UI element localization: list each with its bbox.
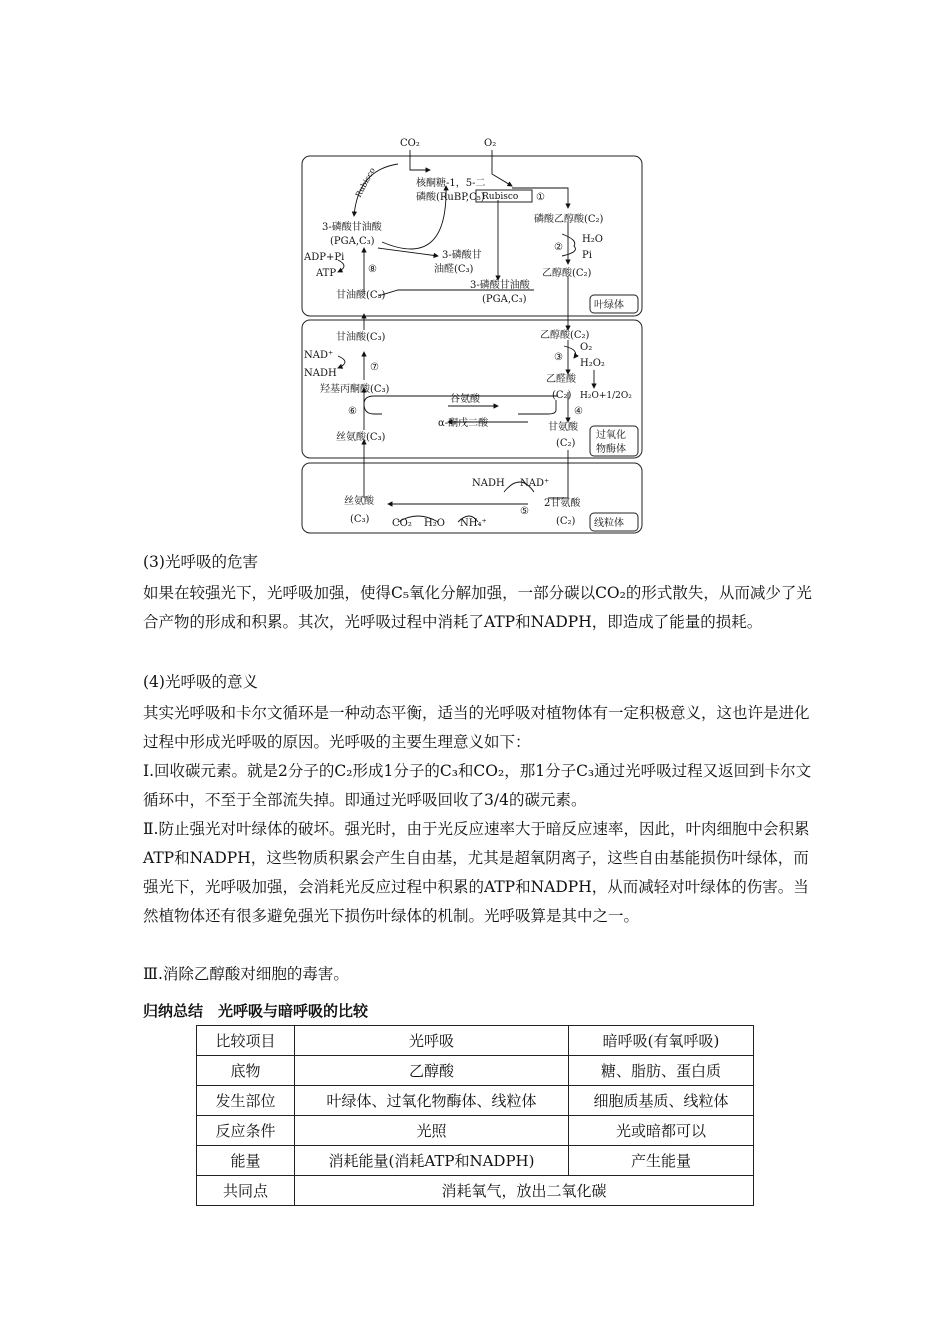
step-4-marker: ④: [574, 406, 583, 417]
glycolate-chloroplast-label: 乙醇酸(C₂): [542, 268, 592, 279]
atp-label: ATP: [316, 268, 337, 279]
chloroplast-label: 叶绿体: [594, 300, 624, 311]
g3p-label-2: 油醛(C₃): [434, 264, 474, 275]
table-cell: 反应条件: [197, 1116, 295, 1146]
nad-plus-label: NAD⁺: [304, 350, 334, 361]
section-4-point-3: Ⅲ.消除乙醇酸对细胞的毒害。: [143, 965, 349, 983]
o2-input-label: O₂: [484, 138, 497, 149]
table-cell: 消耗能量(消耗ATP和NADPH): [294, 1146, 568, 1176]
nad-plus-mito-label: NAD⁺: [520, 478, 550, 489]
table-header-row: [197, 1026, 754, 1056]
section-3-body: 如果在较强光下，光呼吸加强，使得C₅氧化分解加强，一部分碳以CO₂的形式散失，从而减少了光合产物的形成和积累。其次，光呼吸过程中消耗了ATP和NADPH，即造成了能量的损耗。: [143, 584, 812, 631]
hydroxypyruvate-label: 羟基丙酮酸(C₃): [320, 384, 390, 395]
table-cell: 乙醇酸: [294, 1056, 568, 1086]
rubp-label-2: 磷酸(RuBP,C₅): [416, 192, 485, 203]
ketoglutarate-label: α-酮戊二酸: [438, 418, 489, 429]
o2-peroxisome-label: O₂: [580, 342, 593, 353]
serine-mito-label-2: (C₃): [350, 514, 370, 525]
table-row: [197, 1176, 754, 1206]
section-4-title: (4)光呼吸的意义: [143, 673, 258, 691]
step-7-marker: ⑦: [370, 362, 379, 373]
mitochondrion-label: 线粒体: [594, 518, 624, 529]
glycolate-peroxisome-label: 乙醇酸(C₂): [540, 330, 590, 341]
co2-mito-label: CO₂: [392, 518, 412, 529]
h2o-label: H₂O: [582, 234, 603, 245]
nadh-label: NADH: [304, 368, 337, 379]
peroxisome-label-2: 物酶体: [596, 444, 626, 455]
peroxisome-label-1: 过氧化: [596, 430, 626, 441]
section-4-intro: 其实光呼吸和卡尔文循环是一种动态平衡，适当的光呼吸对植物体有一定积极意义，这也许是进化过程中形成光呼吸的原因。光呼吸的主要生理意义如下：: [143, 704, 810, 751]
glycerate-peroxisome-label: 甘油酸(C₃): [336, 332, 386, 343]
step-6-marker: ⑥: [348, 406, 357, 417]
pga-secondary-label-2: (PGA,C₃): [482, 294, 527, 305]
photorespiration-pathway-diagram: [298, 130, 648, 538]
table-cell: 叶绿体、过氧化物酶体、线粒体: [294, 1086, 568, 1116]
adp-pi-label: ADP+Pi: [304, 252, 345, 263]
rubp-label-1: 核酮糖-1，5-二: [416, 178, 486, 189]
table-cell: 消耗氧气，放出二氧化碳: [294, 1176, 753, 1206]
table-cell: 细胞质基质、线粒体: [569, 1086, 754, 1116]
table-cell: 能量: [197, 1146, 295, 1176]
summary-heading: 归纳总结 光呼吸与暗呼吸的比较: [143, 1002, 369, 1020]
table-cell: 光照: [294, 1116, 568, 1146]
serine-peroxisome-label: 丝氨酸(C₃): [336, 432, 386, 443]
glycine-peroxisome-label-1: 甘氨酸: [548, 422, 578, 433]
pga-label-2: (PGA,C₃): [330, 236, 375, 247]
step-5-marker: ⑤: [520, 506, 529, 517]
glyoxylate-label-1: 乙醛酸: [546, 374, 576, 385]
h2o-half-o2-label: H₂O+1/2O₂: [580, 391, 632, 401]
table-header-cell: 暗呼吸(有氧呼吸): [569, 1026, 754, 1056]
pga-label-1: 3-磷酸甘油酸: [322, 222, 382, 233]
step-3-marker: ③: [554, 352, 563, 363]
comparison-table: [196, 1025, 754, 1206]
rubisco-box-label: Rubisco: [482, 192, 519, 202]
glycine-2-label: 2甘氨酸: [544, 498, 581, 509]
section-4-point-1: Ⅰ.回收碳元素。就是2分子的C₂形成1分子的C₃和CO₂，那1分子C₃通过光呼吸过程又返回到卡尔文循环中，不至于全部流失掉。即通过光呼吸回收了3/4的碳元素。: [143, 762, 812, 809]
table-row: [197, 1146, 754, 1176]
step-1-marker: ①: [536, 192, 545, 203]
h2o-mito-label: H₂O: [424, 518, 445, 529]
glyoxylate-label-2: (C₂): [552, 390, 572, 401]
h2o2-label: H₂O₂: [580, 358, 605, 369]
table-header-cell: 光呼吸: [294, 1026, 568, 1056]
table-cell: 糖、脂肪、蛋白质: [569, 1056, 754, 1086]
glycine-peroxisome-label-2: (C₂): [556, 438, 576, 449]
nh4-label: NH₄⁺: [460, 518, 487, 529]
table-cell: 共同点: [197, 1176, 295, 1206]
table-cell: 产生能量: [569, 1146, 754, 1176]
co2-input-label: CO₂: [400, 138, 420, 149]
table-header-cell: 比较项目: [197, 1026, 295, 1056]
table-cell: 底物: [197, 1056, 295, 1086]
section-4-point-2: Ⅱ.防止强光对叶绿体的破坏。强光时，由于光反应速率大于暗反应速率，因此，叶肉细胞中会积累ATP和NADPH，这些物质积累会产生自由基，尤其是超氧阴离子，这些自由基能损伤叶绿体，而强光下，光呼吸加强，会消耗光反应过程中积累的ATP和NADPH，从而减轻对叶绿体的伤害。当然植物体还有很多避免强光下损伤叶绿体的机制。光呼吸算是其中之一。: [143, 820, 810, 925]
glycine-2-sub-label: (C₂): [556, 516, 576, 527]
table-row: [197, 1116, 754, 1146]
table-cell: 发生部位: [197, 1086, 295, 1116]
rubisco-curved-label: Rubisco: [353, 166, 377, 199]
nadh-mito-label: NADH: [472, 478, 505, 489]
glycerate-chloroplast-label: 甘油酸(C₃): [336, 290, 386, 301]
pga-secondary-label-1: 3-磷酸甘油酸: [470, 280, 530, 291]
table-row: [197, 1086, 754, 1116]
table-row: [197, 1056, 754, 1086]
table-cell: 光或暗都可以: [569, 1116, 754, 1146]
g3p-label-1: 3-磷酸甘: [442, 250, 482, 261]
phosphoglycolate-label: 磷酸乙醇酸(C₂): [534, 214, 604, 225]
glutamate-label: 谷氨酸: [450, 394, 480, 405]
serine-mito-label-1: 丝氨酸: [344, 496, 374, 507]
section-3-title: (3)光呼吸的危害: [143, 553, 258, 571]
pi-label: Pi: [582, 250, 592, 261]
step-2-marker: ②: [554, 242, 563, 253]
step-8-marker: ⑧: [368, 264, 377, 275]
